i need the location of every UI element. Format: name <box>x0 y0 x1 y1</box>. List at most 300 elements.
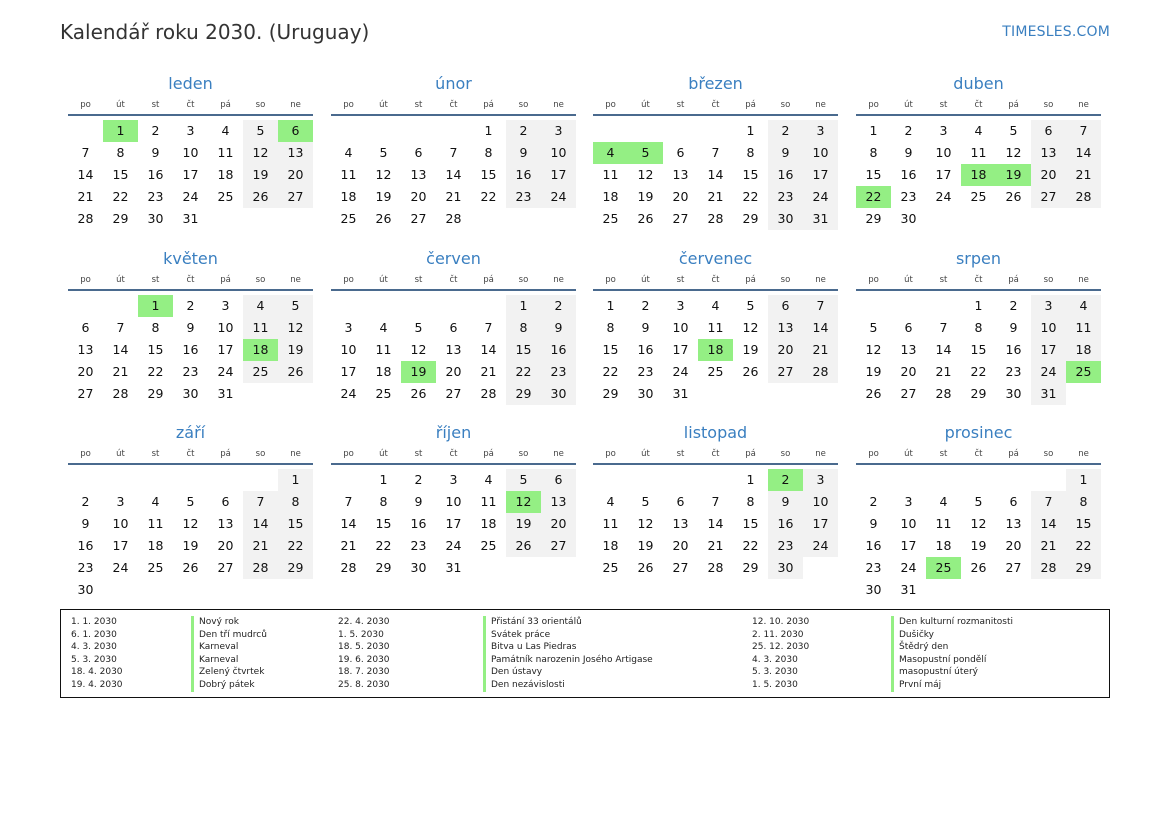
day-cell: 24 <box>1031 361 1066 383</box>
day-cell: 21 <box>935 364 952 379</box>
holiday-date: 12. 10. 2030 <box>752 617 810 627</box>
day-cell: 30 <box>1005 386 1022 401</box>
day-cell: 28 <box>707 211 724 226</box>
day-cell: 3 <box>676 298 685 313</box>
weekday-label: čt <box>711 449 720 459</box>
month-name: červenec <box>678 249 753 268</box>
day-cell: 28 <box>803 361 838 383</box>
day-cell: 6 <box>768 295 803 317</box>
weekday-header <box>331 272 576 291</box>
day-cell: 5 <box>746 298 755 313</box>
weekday-label: po <box>605 100 616 110</box>
holiday-date: 4. 3. 2030 <box>752 654 798 665</box>
day-cell: 30 <box>541 383 576 405</box>
day-cell: 25 <box>602 560 619 575</box>
empty-cell <box>436 120 471 142</box>
day-cell: 24 <box>672 364 689 379</box>
day-cell: 25 <box>375 386 392 401</box>
day-cell: 28 <box>480 386 497 401</box>
day-cell: 12 <box>637 167 654 182</box>
day-cell: 24 <box>112 560 129 575</box>
day-cell: 12 <box>970 516 987 531</box>
day-cell: 2 <box>869 494 878 509</box>
day-cell: 1 <box>506 295 541 317</box>
day-cell: 29 <box>970 386 987 401</box>
day-cell: 31 <box>445 560 462 575</box>
day-cell: 23 <box>768 186 803 208</box>
day-cell: 15 <box>1066 513 1101 535</box>
day-cell: 10 <box>935 145 952 160</box>
weekday-label: út <box>904 449 913 459</box>
holiday-day: 22 <box>856 186 891 208</box>
day-cell: 14 <box>1031 513 1066 535</box>
day-cell: 24 <box>340 386 357 401</box>
day-cell: 9 <box>414 494 423 509</box>
holiday-date: 6. 1. 2030 <box>71 629 117 640</box>
day-cell: 5 <box>974 494 983 509</box>
day-cell: 7 <box>449 145 458 160</box>
weekday-label: ne <box>815 100 826 110</box>
day-cell: 6 <box>541 469 576 491</box>
weekday-label: st <box>151 100 160 110</box>
weekday-label: pá <box>483 449 494 459</box>
holiday-name: Bitva u Las Piedras <box>491 642 577 653</box>
holiday-date: 2. 11. 2030 <box>752 629 804 640</box>
holiday-dates-column <box>71 616 123 692</box>
day-grid <box>331 469 576 579</box>
day-cell: 31 <box>182 211 199 226</box>
day-cell: 28 <box>77 211 94 226</box>
weekday-label: po <box>343 100 354 110</box>
day-cell: 4 <box>1066 295 1101 317</box>
day-cell: 11 <box>375 342 392 357</box>
holiday-date: 18. 5. 2030 <box>338 642 390 653</box>
day-cell: 19 <box>742 342 759 357</box>
weekday-label: po <box>80 275 91 285</box>
day-cell: 11 <box>707 320 724 335</box>
day-cell: 11 <box>147 516 164 531</box>
weekday-label: pá <box>220 100 231 110</box>
day-cell: 28 <box>1066 186 1101 208</box>
day-cell: 12 <box>742 320 759 335</box>
holiday-name: Dobrý pátek <box>199 679 255 690</box>
month-name: říjen <box>435 423 472 442</box>
day-grid <box>331 295 576 405</box>
day-cell: 10 <box>541 142 576 164</box>
holiday-date: 18. 4. 2030 <box>71 667 123 678</box>
weekday-label: ne <box>553 275 564 285</box>
day-cell: 13 <box>278 142 313 164</box>
day-cell: 16 <box>865 538 882 553</box>
holiday-day: 18 <box>961 164 996 186</box>
month-leden <box>68 73 313 230</box>
day-cell: 17 <box>935 167 952 182</box>
day-cell: 22 <box>147 364 164 379</box>
weekday-label: so <box>780 100 791 110</box>
day-grid <box>68 295 313 405</box>
day-cell: 22 <box>480 189 497 204</box>
empty-cell <box>331 295 366 317</box>
holiday-dates-column <box>338 616 390 692</box>
weekday-label: út <box>641 100 650 110</box>
day-cell: 16 <box>1005 342 1022 357</box>
weekday-label: ne <box>815 449 826 459</box>
empty-cell <box>926 469 961 491</box>
weekday-label: ne <box>553 100 564 110</box>
day-cell: 12 <box>182 516 199 531</box>
day-grid <box>68 469 313 601</box>
weekday-header <box>68 97 313 116</box>
day-cell: 29 <box>147 386 164 401</box>
day-cell: 16 <box>506 164 541 186</box>
day-cell: 5 <box>869 320 878 335</box>
day-cell: 22 <box>278 535 313 557</box>
empty-cell <box>628 120 663 142</box>
day-cell: 14 <box>480 342 497 357</box>
day-cell: 2 <box>506 120 541 142</box>
month-červen <box>331 248 576 405</box>
weekday-label: ne <box>290 100 301 110</box>
day-cell: 6 <box>904 320 913 335</box>
day-cell: 11 <box>602 516 619 531</box>
day-cell: 31 <box>803 208 838 230</box>
day-cell: 2 <box>186 298 195 313</box>
day-cell: 10 <box>1031 317 1066 339</box>
day-cell: 17 <box>340 364 357 379</box>
day-cell: 7 <box>243 491 278 513</box>
empty-cell <box>401 295 436 317</box>
day-cell: 18 <box>1066 339 1101 361</box>
day-cell: 28 <box>112 386 129 401</box>
month-duben <box>856 73 1101 230</box>
empty-cell <box>628 469 663 491</box>
weekday-label: út <box>641 449 650 459</box>
day-cell: 19 <box>865 364 882 379</box>
day-cell: 29 <box>865 211 882 226</box>
weekday-label: út <box>379 449 388 459</box>
day-cell: 10 <box>803 142 838 164</box>
weekday-label: pá <box>483 275 494 285</box>
day-cell: 5 <box>414 320 423 335</box>
day-cell: 6 <box>221 494 230 509</box>
day-cell: 4 <box>379 320 388 335</box>
weekday-label: čt <box>186 275 195 285</box>
day-cell: 17 <box>803 164 838 186</box>
holiday-name: Masopustní pondělí <box>899 654 987 665</box>
day-cell: 29 <box>112 211 129 226</box>
day-cell: 3 <box>221 298 230 313</box>
day-cell: 18 <box>340 189 357 204</box>
day-cell: 9 <box>768 142 803 164</box>
day-cell: 18 <box>217 167 234 182</box>
brand-link[interactable]: TIMESLES.COM <box>1002 24 1110 40</box>
weekday-header <box>856 446 1101 465</box>
holiday-dates-column <box>752 616 809 692</box>
day-cell: 18 <box>147 538 164 553</box>
holiday-name: Zelený čtvrtek <box>199 667 265 678</box>
day-cell: 8 <box>746 145 755 160</box>
day-cell: 21 <box>243 535 278 557</box>
day-cell: 6 <box>1031 120 1066 142</box>
day-cell: 23 <box>77 560 94 575</box>
day-cell: 29 <box>1066 557 1101 579</box>
weekday-label: so <box>518 449 529 459</box>
day-cell: 3 <box>1031 295 1066 317</box>
empty-cell <box>856 469 891 491</box>
empty-cell <box>996 469 1031 491</box>
day-cell: 2 <box>768 120 803 142</box>
day-cell: 3 <box>186 123 195 138</box>
weekday-label: so <box>255 275 266 285</box>
weekday-label: út <box>379 275 388 285</box>
holiday-date: 1. 5. 2030 <box>338 629 384 640</box>
day-cell: 20 <box>217 538 234 553</box>
day-cell: 25 <box>970 189 987 204</box>
empty-cell <box>208 469 243 491</box>
empty-cell <box>663 120 698 142</box>
day-cell: 27 <box>900 386 917 401</box>
weekday-header <box>856 272 1101 291</box>
holiday-date: 1. 1. 2030 <box>71 617 117 627</box>
day-cell: 8 <box>746 494 755 509</box>
weekday-label: so <box>255 100 266 110</box>
day-cell: 26 <box>278 361 313 383</box>
day-cell: 12 <box>278 317 313 339</box>
day-cell: 27 <box>1031 186 1066 208</box>
day-cell: 13 <box>672 167 689 182</box>
holiday-name: První máj <box>899 679 942 690</box>
day-cell: 17 <box>112 538 129 553</box>
day-cell: 27 <box>1005 560 1022 575</box>
day-cell: 6 <box>676 494 685 509</box>
day-cell: 19 <box>243 164 278 186</box>
empty-cell <box>926 295 961 317</box>
day-cell: 1 <box>746 123 755 138</box>
day-cell: 14 <box>77 167 94 182</box>
weekday-label: čt <box>711 275 720 285</box>
day-cell: 4 <box>711 298 720 313</box>
day-cell: 25 <box>707 364 724 379</box>
weekday-label: út <box>379 100 388 110</box>
day-cell: 5 <box>186 494 195 509</box>
day-cell: 7 <box>116 320 125 335</box>
day-cell: 20 <box>1005 538 1022 553</box>
day-cell: 8 <box>484 145 493 160</box>
day-cell: 26 <box>410 386 427 401</box>
holiday-day: 1 <box>138 295 173 317</box>
day-cell: 8 <box>506 317 541 339</box>
day-cell: 14 <box>803 317 838 339</box>
weekday-label: pá <box>745 449 756 459</box>
day-cell: 28 <box>935 386 952 401</box>
month-name: březen <box>688 74 743 93</box>
month-prosinec <box>856 422 1101 601</box>
day-cell: 11 <box>480 494 497 509</box>
day-cell: 13 <box>900 342 917 357</box>
holiday-date: 18. 7. 2030 <box>338 667 390 678</box>
day-cell: 21 <box>803 339 838 361</box>
empty-cell <box>366 295 401 317</box>
day-cell: 3 <box>939 123 948 138</box>
day-cell: 22 <box>970 364 987 379</box>
day-cell: 10 <box>803 491 838 513</box>
day-cell: 7 <box>939 320 948 335</box>
day-cell: 16 <box>900 167 917 182</box>
day-cell: 4 <box>221 123 230 138</box>
month-name: duben <box>953 74 1004 93</box>
day-cell: 27 <box>768 361 803 383</box>
day-cell: 7 <box>1066 120 1101 142</box>
day-cell: 22 <box>112 189 129 204</box>
weekday-label: st <box>939 100 948 110</box>
empty-cell <box>436 295 471 317</box>
day-cell: 22 <box>1066 535 1101 557</box>
day-cell: 12 <box>243 142 278 164</box>
weekday-header <box>331 97 576 116</box>
empty-cell <box>68 120 103 142</box>
day-cell: 1 <box>1066 469 1101 491</box>
weekday-label: pá <box>220 275 231 285</box>
empty-cell <box>698 469 733 491</box>
empty-cell <box>401 120 436 142</box>
day-cell: 15 <box>742 167 759 182</box>
month-name: květen <box>163 249 218 268</box>
weekday-label: po <box>80 100 91 110</box>
day-cell: 1 <box>746 472 755 487</box>
day-cell: 29 <box>375 560 392 575</box>
weekday-label: st <box>939 275 948 285</box>
weekday-label: st <box>414 275 423 285</box>
weekday-label: čt <box>974 275 983 285</box>
day-cell: 27 <box>77 386 94 401</box>
day-cell: 3 <box>344 320 353 335</box>
day-cell: 19 <box>637 538 654 553</box>
day-cell: 4 <box>484 472 493 487</box>
day-cell: 18 <box>375 364 392 379</box>
day-cell: 15 <box>147 342 164 357</box>
empty-cell <box>856 295 891 317</box>
day-cell: 17 <box>541 164 576 186</box>
day-grid <box>856 295 1101 405</box>
day-cell: 26 <box>1005 189 1022 204</box>
month-červenec <box>593 248 838 405</box>
day-cell: 23 <box>900 189 917 204</box>
holiday-day: 5 <box>628 142 663 164</box>
holiday-name: masopustní úterý <box>899 667 978 678</box>
day-cell: 4 <box>606 494 615 509</box>
weekday-label: pá <box>1008 449 1019 459</box>
day-cell: 23 <box>410 538 427 553</box>
day-cell: 31 <box>217 386 234 401</box>
day-cell: 2 <box>81 494 90 509</box>
holiday-name: Svátek práce <box>491 629 551 640</box>
day-cell: 21 <box>1031 535 1066 557</box>
weekday-label: so <box>780 275 791 285</box>
weekday-label: pá <box>1008 100 1019 110</box>
day-cell: 18 <box>602 538 619 553</box>
empty-cell <box>173 469 208 491</box>
weekday-label: čt <box>186 100 195 110</box>
day-cell: 26 <box>243 186 278 208</box>
month-name: prosinec <box>944 423 1013 442</box>
holiday-day: 19 <box>401 361 436 383</box>
day-cell: 13 <box>445 342 462 357</box>
holiday-date: 25. 8. 2030 <box>338 679 390 690</box>
weekday-label: ne <box>1078 275 1089 285</box>
weekday-header <box>593 446 838 465</box>
weekday-label: po <box>868 100 879 110</box>
day-cell: 11 <box>1066 317 1101 339</box>
day-cell: 24 <box>935 189 952 204</box>
day-cell: 3 <box>449 472 458 487</box>
day-cell: 12 <box>865 342 882 357</box>
weekday-header <box>856 97 1101 116</box>
weekday-label: so <box>1043 449 1054 459</box>
day-cell: 14 <box>707 516 724 531</box>
day-cell: 29 <box>278 557 313 579</box>
day-cell: 30 <box>865 582 882 597</box>
holiday-date: 5. 3. 2030 <box>752 667 798 678</box>
day-cell: 2 <box>1009 298 1018 313</box>
holiday-day: 18 <box>698 339 733 361</box>
day-cell: 31 <box>1031 383 1066 405</box>
day-cell: 13 <box>410 167 427 182</box>
day-cell: 25 <box>602 211 619 226</box>
day-cell: 6 <box>676 145 685 160</box>
day-cell: 7 <box>711 494 720 509</box>
weekday-label: so <box>518 100 529 110</box>
month-únor <box>331 73 576 230</box>
empty-cell <box>891 295 926 317</box>
day-cell: 22 <box>506 361 541 383</box>
day-cell: 18 <box>935 538 952 553</box>
day-cell: 8 <box>278 491 313 513</box>
day-cell: 3 <box>803 469 838 491</box>
weekday-header <box>68 272 313 291</box>
day-cell: 10 <box>340 342 357 357</box>
month-name: září <box>175 423 206 442</box>
holiday-name: Přistání 33 orientálů <box>491 617 582 627</box>
day-cell: 20 <box>77 364 94 379</box>
empty-cell <box>331 120 366 142</box>
day-cell: 28 <box>243 557 278 579</box>
day-cell: 21 <box>1066 164 1101 186</box>
empty-cell <box>331 469 366 491</box>
day-cell: 8 <box>606 320 615 335</box>
holiday-name: Karneval <box>199 642 239 653</box>
day-cell: 25 <box>217 189 234 204</box>
month-květen <box>68 248 313 405</box>
day-cell: 3 <box>541 120 576 142</box>
day-cell: 8 <box>869 145 878 160</box>
day-cell: 19 <box>278 339 313 361</box>
day-cell: 15 <box>112 167 129 182</box>
day-cell: 9 <box>641 320 650 335</box>
day-cell: 4 <box>151 494 160 509</box>
day-cell: 3 <box>803 120 838 142</box>
weekday-label: pá <box>220 449 231 459</box>
holiday-name: Den nezávislosti <box>491 679 565 690</box>
day-cell: 27 <box>672 560 689 575</box>
day-cell: 20 <box>672 189 689 204</box>
day-cell: 7 <box>803 295 838 317</box>
day-cell: 9 <box>768 491 803 513</box>
day-cell: 2 <box>904 123 913 138</box>
weekday-label: ne <box>1078 100 1089 110</box>
day-cell: 5 <box>379 145 388 160</box>
day-cell: 2 <box>414 472 423 487</box>
weekday-label: út <box>904 275 913 285</box>
